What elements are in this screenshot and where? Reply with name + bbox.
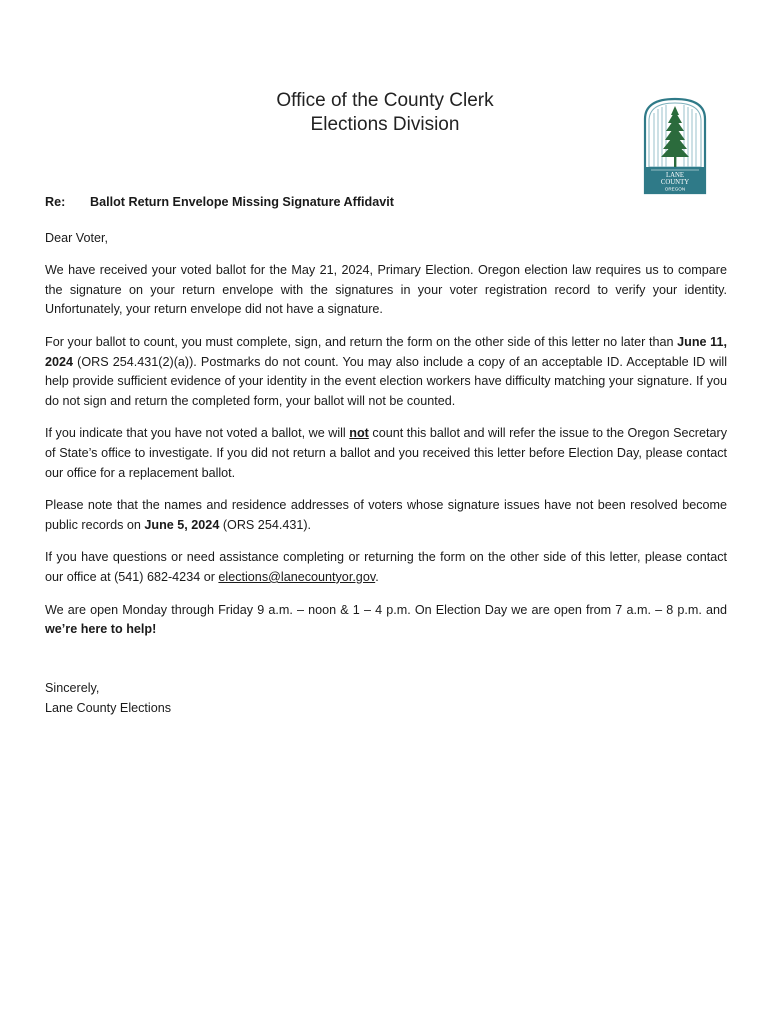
closing-signature: Lane County Elections (45, 700, 172, 715)
subject-text: Ballot Return Envelope Missing Signature Affidavit (90, 195, 394, 209)
paragraph-public-records: Please note that the names and residence addresses of voters whose signature issues have not been resolved become public records on June 5, 2024 (ORS 254.431). (45, 498, 727, 532)
closing (45, 678, 727, 718)
paragraph-not-voted: If you indicate that you have not voted a ballot, we will not count this ballot and will refer the issue to the Oregon Secretary of State’s office to investigate. If you did not return a ballot and you received this letter before Election Day, please contact our office for a replacement ballot. (45, 426, 727, 480)
deadline-date: June 11, 2024 (45, 334, 727, 369)
logo-text-lane: LANE (665, 172, 685, 179)
public-record-date: June 5, 2024 (144, 517, 220, 532)
emphasis-not: not (349, 426, 369, 441)
letter-body (45, 193, 727, 718)
subject-line (45, 193, 727, 213)
division-title: Elections Division (310, 114, 460, 135)
logo-text-county: COUNTY (660, 179, 690, 186)
closing-sincerely: Sincerely, (45, 680, 100, 695)
logo-text-oregon: OREGON (664, 186, 686, 192)
paragraph-received: We have received your voted ballot for the May 21, 2024, Primary Election. Oregon election law requires us to compare the signature on your return envelope with the signatures in your voter registration record to verify your identity. Unfortunately, your return envelope did not have a signature. (45, 263, 727, 317)
lane-county-logo (643, 97, 707, 195)
paragraph-hours: We are open Monday through Friday 9 a.m. – noon & 1 – 4 p.m. On Election Day we are open from 7 a.m. – 8 p.m. and we’re here to help! (45, 602, 727, 637)
office-title: Office of the County Clerk (276, 90, 494, 111)
paragraph-deadline: For your ballot to count, you must complete, sign, and return the form on the other side of this letter no later than June 11, 2024 (ORS 254.431(2)(a)). Postmarks do not count. You may also include a copy of an acceptable ID. Acceptable ID will help provide sufficient evidence of your identity in the event election workers have difficulty matching your signature. If you do not sign and return the completed form, your ballot will not be counted. (45, 334, 727, 408)
re-label: Re: (45, 195, 66, 209)
email-link[interactable]: elections@lanecountyor.gov (218, 569, 376, 584)
paragraph-contact: If you have questions or need assistance completing or returning the form on the other side of this letter, please contact our office at (541) 682-4234 or elections@lanecountyor.gov. (45, 550, 727, 584)
salutation: Dear Voter, (45, 230, 109, 245)
here-to-help: we’re here to help! (45, 622, 157, 637)
